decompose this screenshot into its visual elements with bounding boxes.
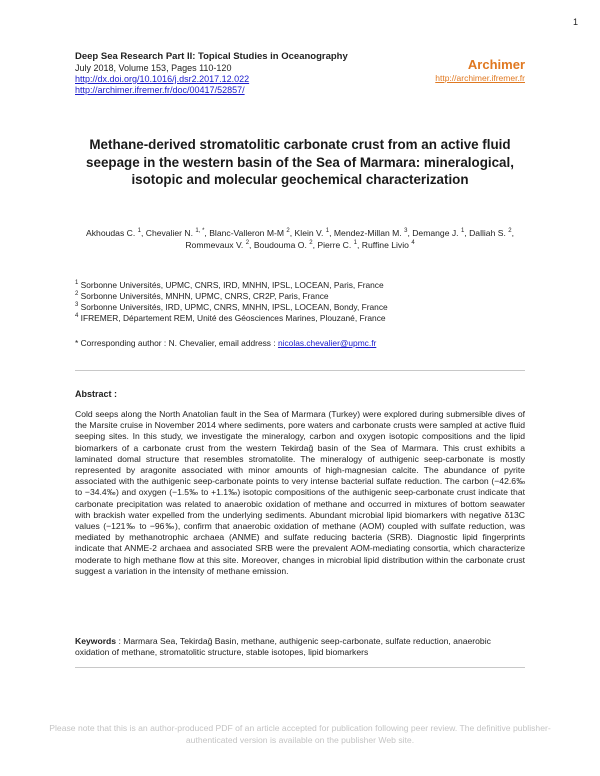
author <box>209 228 290 238</box>
author-affiliation-marker: 3 <box>404 228 408 235</box>
journal-name: Deep Sea Research Part II: Topical Studies in Oceanography <box>75 51 348 62</box>
affiliation-text: IFREMER, Département REM, Unité des Géosciences Marines, Plouzané, France <box>78 313 386 323</box>
keywords <box>75 636 525 658</box>
archimer-logo: Archimer <box>467 57 525 72</box>
author <box>334 228 408 238</box>
author <box>146 228 205 238</box>
affiliation-list <box>75 280 388 324</box>
issue-info: July 2018, Volume 153, Pages 110-120 <box>75 63 232 73</box>
author-name: Ruffine Livio <box>361 239 412 250</box>
affiliation <box>75 313 388 324</box>
affiliation <box>75 291 388 302</box>
author-name: Rommevaux V. <box>185 239 246 250</box>
author-name: Akhoudas C. <box>86 228 138 238</box>
author-affiliation-marker: 2 <box>309 239 313 246</box>
author-list: Akhoudas C. $^1$, Chevalier N. $^{1, *}$, Blanc-Valleron M-M $^2$, Klein V. $^1$, Mendez-Millan M. $^3$, Demange J. $^1$, Dalliah S. $^2$, Rommevaux V. $^2$, Boudouma O. $^2$, Pierre C. $^1$, Ruffine Livio $^4$ <box>86 228 514 250</box>
divider-top <box>75 370 525 371</box>
author <box>317 240 357 250</box>
archimer-link[interactable]: http://archimer.ifremer.fr <box>435 73 525 83</box>
author-name: Mendez-Millan M. <box>333 228 405 238</box>
author-affiliation-marker: 4 <box>411 239 415 246</box>
author-name: Klein V. <box>294 228 326 238</box>
affiliation-text: Sorbonne Universités, MNHN, UPMC, CNRS, CR2P, Paris, France <box>78 291 329 301</box>
author-name: Blanc-Valleron M-M <box>209 228 287 238</box>
article-title: Methane-derived stromatolitic carbonate crust from an active fluid seepage in the western basin of the Sea of Marmara: mineralogical, isotopic and molecular geochemical characterization <box>86 137 514 187</box>
author-affiliation-marker: 1 <box>460 228 465 235</box>
author-affiliation-marker: 2 <box>286 228 290 235</box>
author <box>412 228 464 238</box>
corresponding-label: * Corresponding author : N. Chevalier, email address : <box>75 338 278 348</box>
affiliation-text: Sorbonne Universités, UPMC, CNRS, IRD, MNHN, IPSL, LOCEAN, Paris, France <box>78 280 384 290</box>
affiliation-text: Sorbonne Universités, IRD, UPMC, CNRS, MNHN, IPSL, LOCEAN, Bondy, France <box>78 302 388 312</box>
author-name: Pierre C. <box>317 239 354 250</box>
author <box>362 240 415 250</box>
abstract-heading: Abstract : <box>75 389 118 399</box>
page-number: 1 <box>572 17 578 27</box>
author-affiliation-marker: 1 <box>325 228 330 235</box>
affiliation-number: 1 <box>75 280 79 287</box>
affiliation <box>75 302 388 313</box>
corresponding-author <box>75 338 376 348</box>
author-affiliation-marker: 2 <box>508 228 512 235</box>
abstract-text: Cold seeps along the North Anatolian fault in the Sea of Marmara (Turkey) were explored during submersible dives of the Marsite cruise in November 2014 where sediments, pore waters and carbonate crusts were sampled at active fluid seeping sites. In this study, we investigate the mineralogy, carbon and oxygen isotopic compositions and the lipid biomarkers of a carbonate crust from the western Tekirdağ basin of the Sea of Marmara. This crust exhibits a laminated domal structure that resembles stromatolite. The mineralogy of authigenic seep-carbonate is mostly represented by aragonite associated with minor amounts of high-magnesian calcite. The abundance of pyrite associated with the authigenic seep-carbonate points to very intense bacterial sulfate reduction. The carbon (−42.6‰ to −34.4‰) and oxygen (−1.5‰ to +1.1‰) isotopic compositions of the authigenic seep-carbonate crust indicate that carbonate precipitation was related to anaerobic oxidation of methane and occurred in mixtures of bottom seawater with brackish water expelled from the underlying sediments. Abundant microbial lipid biomarkers with negative δ13C values (−121‰ to −96‰), confirm that anaerobic oxidation of methane (AOM) coupled with sulfate reduction, was mediated by methanotrophic archaea (ANME) and sulfate reducing bacteria (SRB). Diagnostic lipid fingerprints indicate that ANME-2 archaea and associated SRB were the prevalent AOM-mediating consortia, which characterize moderate to high methane flow at this site. Moreover, changes in microbial lipid distribution within the carbonate crust suggest a variation in the intensity of methane emission. <box>75 409 525 576</box>
affiliation <box>75 280 388 291</box>
author <box>469 228 512 238</box>
author-version-note: Please note that this is an author-produced PDF of an article accepted for publication following peer review. The definitive publisher-authenticated version is available on the publisher Web site. <box>49 723 551 745</box>
author-name: Boudouma O. <box>253 239 310 250</box>
affiliation-number: 4 <box>75 313 79 320</box>
author-affiliation-marker: 2 <box>245 239 250 246</box>
author-name: Dalliah S. <box>469 228 509 238</box>
affiliation-number: 2 <box>75 291 79 298</box>
author <box>86 228 141 238</box>
divider-bottom <box>75 667 525 668</box>
keywords-list: : Marmara Sea, Tekirdağ Basin, methane, authigenic seep-carbonate, sulfate reduction, anaerobic oxidation of methane, stromatolitic structure, stable isotopes, lipid biomarkers <box>75 636 491 658</box>
author-name: Demange J. <box>412 228 461 238</box>
author-affiliation-marker: 1 <box>137 228 141 235</box>
author <box>295 228 330 238</box>
author-name: Chevalier N. <box>145 228 196 238</box>
corresponding-email-link[interactable]: nicolas.chevalier@upmc.fr <box>277 338 377 348</box>
author-affiliation-marker: 1 <box>353 239 357 246</box>
keywords-label: Keywords <box>75 636 117 646</box>
archive-link[interactable]: http://archimer.ifremer.fr/doc/00417/52857/ <box>75 85 245 95</box>
author-affiliation-marker: 1, * <box>195 228 205 235</box>
author <box>254 240 313 250</box>
affiliation-number: 3 <box>75 302 79 309</box>
doi-link[interactable]: http://dx.doi.org/10.1016/j.dsr2.2017.12.022 <box>75 74 250 84</box>
author <box>185 240 249 250</box>
